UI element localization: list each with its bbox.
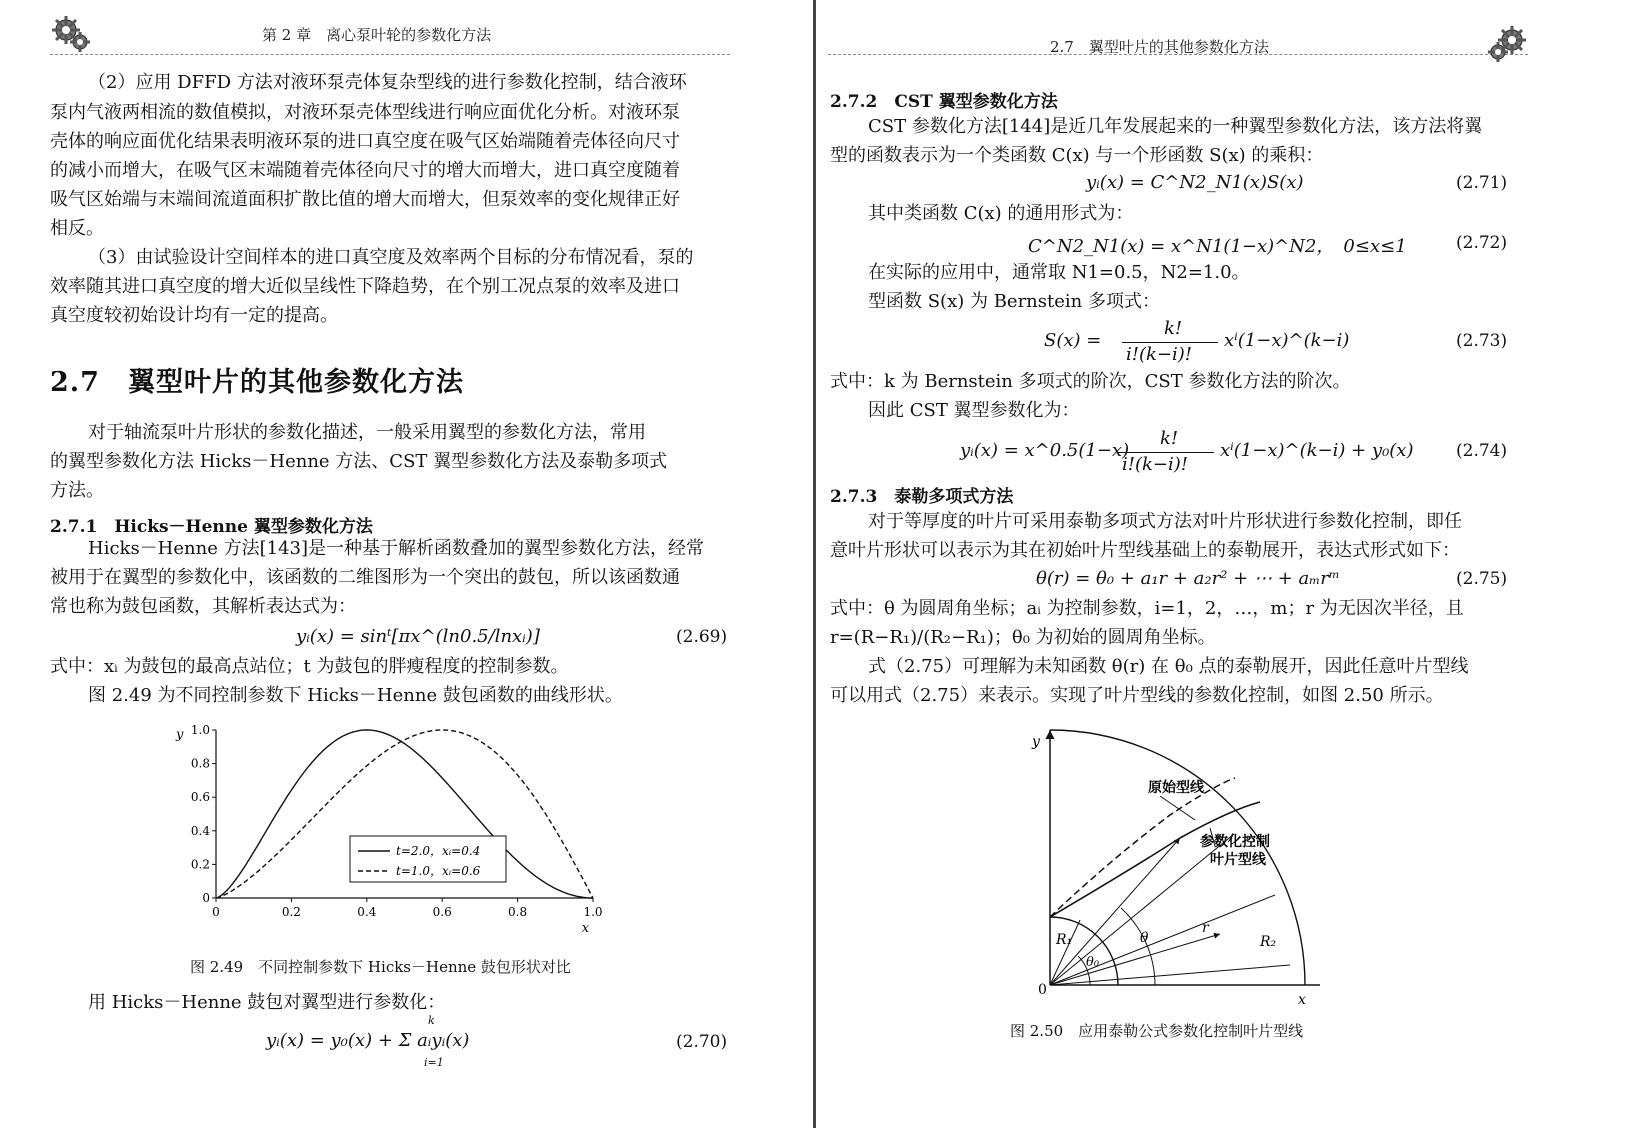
gear-icon [50,12,94,56]
paragraph-line: 可以用式（2.75）来表示。实现了叶片型线的参数化控制，如图 2.50 所示。 [830,685,1444,706]
fraction-bar [1118,452,1214,453]
x-tick-label: 1.0 [583,905,603,919]
equation-2-69: yᵢ(x) = sinᵗ[πx^(ln0.5/lnxᵢ)] [296,626,540,647]
theta-arc [1121,908,1155,985]
paragraph-line: 型的函数表示为一个类函数 C(x) 与一个形函数 S(x) 的乘积： [830,145,1324,166]
gear-icon [1484,22,1528,66]
fraction-bar [1122,342,1218,343]
left-page [0,0,810,1128]
paragraph-line: 对于轴流泵叶片形状的参数化描述，一般采用翼型的参数化方法，常用 [88,422,646,443]
y-tick-label: 0.6 [190,790,210,805]
paragraph-line: 的翼型参数化方法 Hicks－Henne 方法、CST 翼型参数化方法及泰勒多项式 [50,451,668,472]
equation-2-70 [266,1014,470,1080]
leader-original [1160,796,1195,820]
figure-2-50-diagram [1020,720,1360,1010]
paragraph-line: 常也称为鼓包函数，其解析表达式为： [50,596,356,617]
param-curve-label: 参数化控制 [1200,834,1270,850]
y-tick-label: 0.8 [190,756,210,771]
paragraph-line: 式（2.75）可理解为未知函数 θ(r) 在 θ₀ 点的泰勒展开，因此任意叶片型线 [868,656,1469,677]
equation-2-72: C^N2_N1(x) = x^N1(1−x)^N2， 0≤x≤1 [1028,236,1407,257]
paragraph-line: 因此 CST 翼型参数化为： [868,400,1080,421]
x-tick-label: 0.8 [508,905,528,919]
paragraph-line: 泵内气液两相流的数值模拟，对液环泵壳体型线进行响应面优化分析。对液环泵 [50,102,680,123]
y-tick-label: 0 [202,891,210,905]
origin-label: 0 [1038,982,1047,998]
paragraph-line: 用 Hicks－Henne 鼓包对翼型进行参数化： [88,992,446,1013]
paragraph-line: 对于等厚度的叶片可采用泰勒多项式方法对叶片形状进行参数化控制，即任 [868,511,1462,532]
eq-rhs: xⁱ(1−x)^(k−i) [1224,330,1350,351]
eq-denominator: i!(k−i)! [1122,454,1189,475]
paragraph-line: 相反。 [50,218,104,239]
y-tick-label: 1.0 [190,723,210,737]
right-page [820,0,1634,1128]
paragraph-line: Hicks－Henne 方法[143]是一种基于解析函数叠加的翼型参数化方法，经常 [88,538,704,559]
original-curve-label: 原始型线 [1148,780,1204,796]
x-tick-label: 0 [212,905,220,919]
equation-2-71: yᵢ(x) = C^N2_N1(x)S(x) [1086,172,1304,193]
equation-number: (2.75) [1456,569,1508,589]
r2-label: R₂ [1260,934,1277,950]
equation-number: (2.73) [1456,331,1508,351]
paragraph-line: CST 参数化方法[144]是近几年发展起来的一种翼型参数化方法，该方法将翼 [868,116,1483,137]
paragraph-line: （2）应用 DFFD 方法对液环泵壳体复杂型线的进行参数化控制，结合液环 [88,72,687,93]
eq-numerator: k! [1160,428,1179,449]
paragraph-line: （3）由试验设计空间样本的进口真空度及效率两个目标的分布情况看，泵的 [88,247,694,268]
y-axis-label: y [176,727,184,743]
sum-upper-limit: k [428,1014,435,1027]
y-tick-label: 0.4 [190,823,210,838]
legend-label: t=2.0，xᵢ=0.4 [396,844,481,858]
eq-numerator: k! [1164,318,1183,339]
paragraph-line: 其中类函数 C(x) 的通用形式为： [868,203,1134,224]
r1-label: R₁ [1056,932,1073,948]
r-label: r [1202,920,1209,936]
x-tick-label: 0.4 [357,905,377,919]
equation-number: (2.72) [1456,233,1508,253]
paragraph-line: 真空度较初始设计均有一定的提高。 [50,305,338,326]
sum-lower-limit: i=1 [424,1056,444,1069]
paragraph-line: 式中：θ 为圆周角坐标；aᵢ 为控制参数，i=1，2，…，m；r 为无因次半径，且 [830,598,1464,619]
x-tick-label: 0.6 [432,905,452,919]
paragraph-line: 型函数 S(x) 为 Bernstein 多项式： [868,291,1160,312]
y-tick-label: 0.2 [190,857,210,872]
x-axis-label: x [581,921,590,936]
paragraph-line: r=(R−R₁)/(R₂−R₁)；θ₀ 为初始的圆周角坐标。 [830,627,1216,648]
paragraph-line: 方法。 [50,480,104,501]
paragraph-line: 意叶片形状可以表示为其在初始叶片型线基础上的泰勒展开，表达式形式如下： [830,540,1460,561]
right-page-header [828,14,1528,55]
y-axis-label: y [1032,734,1040,750]
paragraph-line: 壳体的响应面优化结果表明液环泵的进口真空度在吸气区始端随着壳体径向尺寸 [50,131,680,152]
theta-label: θ [1140,930,1149,946]
equation-number: (2.74) [1456,441,1508,461]
paragraph-line: 效率随其进口真空度的增大近似呈线性下降趋势，在个别工况点泵的效率及进口 [50,276,680,297]
paragraph-line: 在实际的应用中，通常取 N1=0.5，N2=1.0。 [868,262,1250,283]
eq-lhs: S(x) = [1044,330,1102,351]
subsection-title: 2.7.3 泰勒多项式方法 [830,487,1014,507]
param-curve-label-2: 叶片型线 [1210,852,1266,868]
figure-caption: 图 2.49 不同控制参数下 Hicks－Henne 鼓包形状对比 [190,958,571,976]
paragraph-line: 图 2.49 为不同控制参数下 Hicks－Henne 鼓包函数的曲线形状。 [88,685,623,706]
legend-label: t=1.0，xᵢ=0.6 [396,864,481,878]
equation-2-75: θ(r) = θ₀ + a₁r + a₂r² + ⋯ + aₘrᵐ [1036,568,1340,589]
paragraph-line: 的减小而增大，在吸气区末端随着壳体径向尺寸的增大而增大，进口真空度随着 [50,160,680,181]
paragraph-line: 被用于在翼型的参数化中，该函数的二维图形为一个突出的鼓包，所以该函数通 [50,567,680,588]
x-axis-label: x [1298,992,1306,1008]
figure-caption: 图 2.50 应用泰勒公式参数化控制叶片型线 [1010,1022,1304,1040]
equation-2-70-body: yᵢ(x) = y₀(x) + Σ aᵢyᵢ(x) [266,1030,470,1051]
eq-rhs: xⁱ(1−x)^(k−i) + y₀(x) [1220,440,1414,461]
eq-denominator: i!(k−i)! [1126,344,1193,365]
paragraph-line: 吸气区始端与末端间流道面积扩散比值的增大而增大，但泵效率的变化规律正好 [50,189,680,210]
page-spine [813,0,816,1128]
subsection-title: 2.7.2 CST 翼型参数化方法 [830,92,1058,112]
left-page-header [50,14,730,55]
equation-number: (2.71) [1456,173,1508,193]
equation-number: (2.70) [676,1032,728,1052]
x-tick-label: 0.2 [281,905,301,919]
paragraph-line: 式中：xᵢ 为鼓包的最高点站位；t 为鼓包的胖瘦程度的控制参数。 [50,656,569,677]
paragraph-line: 式中：k 为 Bernstein 多项式的阶次，CST 参数化方法的阶次。 [830,371,1351,392]
running-header: 第 2 章 离心泵叶轮的参数化方法 [262,26,492,44]
subsection-title: 2.7.1 Hicks－Henne 翼型参数化方法 [50,517,373,537]
section-title: 2.7 翼型叶片的其他参数化方法 [50,367,464,398]
figure-2-49-chart [150,718,630,943]
eq-lhs: yᵢ(x) = x^0.5(1−x) [960,440,1130,461]
running-header: 2.7 翼型叶片的其他参数化方法 [1050,38,1269,56]
theta0-label: θ₀ [1086,955,1100,970]
equation-number: (2.69) [676,627,728,647]
